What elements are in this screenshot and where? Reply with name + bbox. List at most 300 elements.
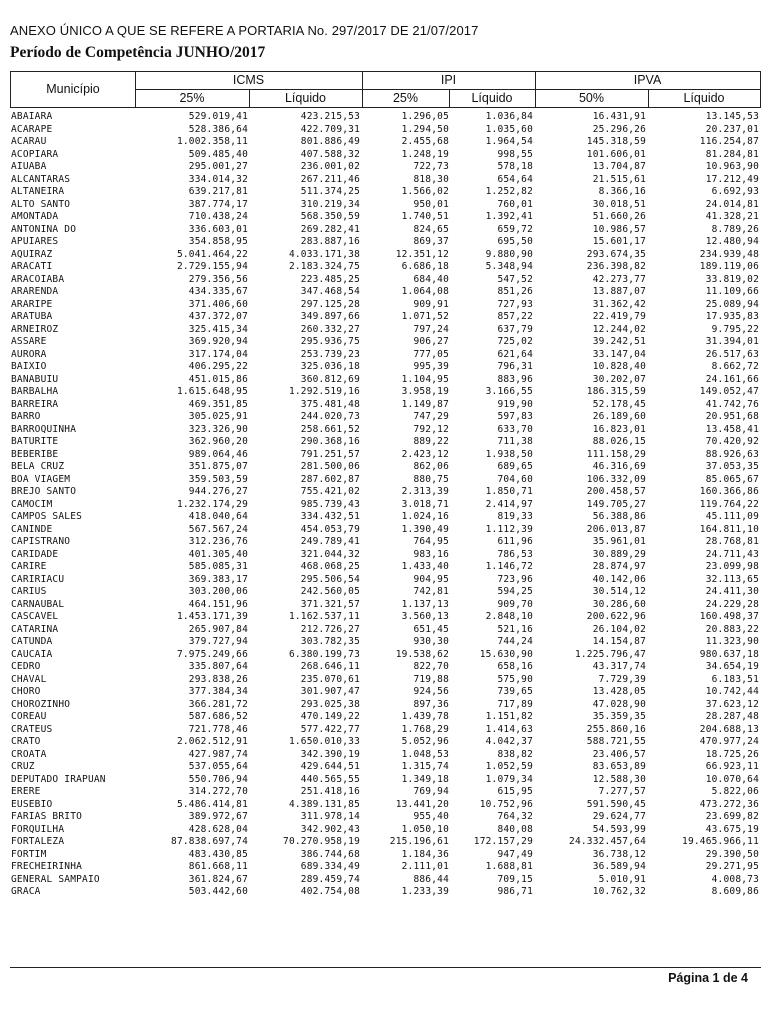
ipi-25-cell: 215.196,61 — [389, 836, 449, 847]
table-row — [0, 874, 770, 887]
ipi-liquido-cell: 659,72 — [497, 223, 533, 235]
ipva-liquido-cell: 6.183,51 — [711, 673, 759, 685]
ipi-25-cell: 722,73 — [413, 161, 449, 172]
municipio-cell: CATUNDA — [11, 636, 53, 647]
municipio-cell: CASCAVEL — [11, 611, 59, 622]
table-row — [0, 574, 770, 587]
municipio-cell: ALTO SANTO — [11, 198, 71, 210]
ipi-liquido-cell: 883,96 — [497, 373, 533, 385]
ipva-liquido-cell: 980.637,18 — [699, 648, 759, 660]
icms-25-cell: 469.351,85 — [188, 398, 248, 410]
ipva-50-cell: 83.653,89 — [592, 761, 646, 772]
ipva-liquido-cell: 18.725,26 — [705, 748, 759, 760]
ipi-liquido-cell: 1.850,71 — [485, 486, 533, 497]
icms-liquido-cell: 325.036,18 — [300, 361, 360, 372]
ipi-liquido-cell: 838,82 — [497, 748, 533, 760]
ipi-25-cell: 995,39 — [413, 361, 449, 372]
table-row — [0, 736, 770, 749]
ipi-25-cell: 2.455,68 — [401, 136, 449, 147]
ipi-liquido-cell: 3.166,55 — [485, 386, 533, 397]
ipva-liquido-cell: 13.145,53 — [705, 111, 759, 122]
ipva-liquido-cell: 160.498,37 — [699, 611, 759, 622]
icms-liquido-cell: 212.726,27 — [300, 623, 360, 635]
ipi-25-cell: 797,24 — [413, 323, 449, 335]
table-row — [0, 224, 770, 237]
ipva-50-cell: 7.729,39 — [598, 673, 646, 685]
ipi-liquido-cell: 1.252,82 — [485, 186, 533, 197]
icms-liquido-cell: 268.646,11 — [300, 661, 360, 672]
ipva-liquido-cell: 70.420,92 — [705, 436, 759, 447]
icms-25-cell: 334.014,32 — [188, 173, 248, 185]
ipi-25-cell: 719,88 — [413, 673, 449, 685]
ipi-liquido-cell: 1.151,82 — [485, 711, 533, 722]
icms-liquido-cell: 342.390,19 — [300, 748, 360, 760]
ipva-50-cell: 14.154,87 — [592, 636, 646, 647]
ipi-liquido-cell: 4.042,37 — [485, 736, 533, 747]
icms-liquido-cell: 407.588,32 — [300, 148, 360, 160]
ipva-liquido-cell: 149.052,47 — [699, 386, 759, 397]
table-row — [0, 249, 770, 262]
subcol-icms-25: 25% — [179, 91, 205, 105]
ipva-liquido-cell: 20.237,01 — [705, 123, 759, 135]
ipi-liquido-cell: 1.052,59 — [485, 761, 533, 772]
ipi-liquido-cell: 1.112,39 — [485, 523, 533, 535]
municipio-cell: ASSARE — [11, 336, 47, 347]
ipva-50-cell: 88.026,15 — [592, 436, 646, 447]
municipio-cell: CRATO — [11, 736, 41, 747]
icms-liquido-cell: 6.380.199,73 — [288, 648, 360, 660]
table-row — [0, 524, 770, 537]
ipva-liquido-cell: 10.070,64 — [705, 773, 759, 785]
municipio-cell: FORTIM — [11, 848, 47, 860]
icms-25-cell: 587.686,52 — [188, 711, 248, 722]
ipva-liquido-cell: 10.742,44 — [705, 686, 759, 697]
ipi-25-cell: 1.184,36 — [401, 848, 449, 860]
ipi-25-cell: 764,95 — [413, 536, 449, 547]
icms-liquido-cell: 297.125,28 — [300, 298, 360, 310]
icms-liquido-cell: 290.368,16 — [300, 436, 360, 447]
icms-25-cell: 317.174,04 — [188, 348, 248, 360]
table-row — [0, 636, 770, 649]
ipi-25-cell: 13.441,20 — [395, 798, 449, 810]
ipi-liquido-cell: 654,64 — [497, 173, 533, 185]
ipva-50-cell: 206.013,87 — [586, 523, 646, 535]
icms-25-cell: 7.975.249,66 — [176, 648, 248, 660]
ipi-25-cell: 1.439,78 — [401, 711, 449, 722]
table-row — [0, 661, 770, 674]
ipva-50-cell: 8.366,16 — [598, 186, 646, 197]
table-row — [0, 474, 770, 487]
icms-25-cell: 567.567,24 — [188, 523, 248, 535]
ipva-liquido-cell: 41.328,21 — [705, 211, 759, 222]
icms-25-cell: 1.615.648,95 — [176, 386, 248, 397]
ipi-liquido-cell: 5.348,94 — [485, 261, 533, 272]
icms-liquido-cell: 347.468,54 — [300, 286, 360, 297]
ipi-liquido-cell: 9.880,90 — [485, 248, 533, 260]
icms-25-cell: 1.453.171,39 — [176, 611, 248, 622]
icms-liquido-cell: 303.782,35 — [300, 636, 360, 647]
ipva-liquido-cell: 17.212,49 — [705, 173, 759, 185]
ipi-liquido-cell: 578,18 — [497, 161, 533, 172]
icms-25-cell: 529.019,41 — [188, 111, 248, 122]
ipva-50-cell: 54.593,99 — [592, 823, 646, 835]
icms-25-cell: 325.415,34 — [188, 323, 248, 335]
municipio-cell: ACARAU — [11, 136, 47, 147]
municipio-cell: ARATUBA — [11, 311, 53, 322]
ipi-liquido-cell: 851,26 — [497, 286, 533, 297]
municipio-cell: AIUABA — [11, 161, 47, 172]
ipi-liquido-cell: 172.157,29 — [473, 836, 533, 847]
table-row — [0, 824, 770, 837]
table-row — [0, 274, 770, 287]
document-title: ANEXO ÚNICO A QUE SE REFERE A PORTARIA No. 297/2017 DE 21/07/2017 — [10, 23, 479, 38]
ipva-50-cell: 106.332,09 — [586, 473, 646, 485]
ipi-liquido-cell: 615,95 — [497, 786, 533, 797]
municipio-cell: ARACOIABA — [11, 273, 65, 285]
ipva-50-cell: 15.601,17 — [592, 236, 646, 247]
ipva-50-cell: 29.624,77 — [592, 811, 646, 822]
ipva-liquido-cell: 32.113,65 — [705, 573, 759, 585]
ipva-liquido-cell: 19.465.966,11 — [682, 836, 759, 847]
icms-liquido-cell: 283.887,16 — [300, 236, 360, 247]
ipi-liquido-cell: 1.938,50 — [485, 448, 533, 460]
icms-25-cell: 293.838,26 — [188, 673, 248, 685]
ipva-liquido-cell: 29.390,50 — [705, 848, 759, 860]
icms-liquido-cell: 1.650.010,33 — [288, 736, 360, 747]
ipva-50-cell: 13.887,07 — [592, 286, 646, 297]
ipi-25-cell: 818,30 — [413, 173, 449, 185]
icms-liquido-cell: 402.754,08 — [300, 886, 360, 897]
ipi-25-cell: 904,95 — [413, 573, 449, 585]
icms-25-cell: 362.960,20 — [188, 436, 248, 447]
table-row — [0, 711, 770, 724]
ipi-liquido-cell: 840,08 — [497, 823, 533, 835]
ipi-liquido-cell: 739,65 — [497, 686, 533, 697]
ipva-50-cell: 13.704,87 — [592, 161, 646, 172]
ipi-liquido-cell: 857,22 — [497, 311, 533, 322]
municipio-cell: CAMOCIM — [11, 498, 53, 510]
table-row — [0, 449, 770, 462]
ipva-50-cell: 186.315,59 — [586, 386, 646, 397]
ipva-50-cell: 35.359,35 — [592, 711, 646, 722]
icms-25-cell: 366.281,72 — [188, 698, 248, 710]
ipva-liquido-cell: 17.935,83 — [705, 311, 759, 322]
icms-25-cell: 1.002.358,11 — [176, 136, 248, 147]
ipva-50-cell: 23.406,57 — [592, 748, 646, 760]
ipva-50-cell: 21.515,61 — [592, 173, 646, 185]
icms-25-cell: 989.064,46 — [188, 448, 248, 460]
table-row — [0, 236, 770, 249]
ipva-50-cell: 200.622,96 — [586, 611, 646, 622]
municipio-cell: BARREIRA — [11, 398, 59, 410]
municipio-cell: BELA CRUZ — [11, 461, 65, 472]
table-row — [0, 761, 770, 774]
municipio-cell: CARIDADE — [11, 548, 59, 560]
ipva-liquido-cell: 9.795,22 — [711, 323, 759, 335]
ipi-25-cell: 862,06 — [413, 461, 449, 472]
ipva-liquido-cell: 24.161,66 — [705, 373, 759, 385]
icms-liquido-cell: 258.661,52 — [300, 423, 360, 435]
icms-liquido-cell: 4.389.131,85 — [288, 798, 360, 810]
ipva-liquido-cell: 33.819,02 — [705, 273, 759, 285]
icms-25-cell: 944.276,27 — [188, 486, 248, 497]
icms-25-cell: 406.295,22 — [188, 361, 248, 372]
municipio-cell: CRUZ — [11, 761, 35, 772]
municipio-cell: ARACATI — [11, 261, 53, 272]
icms-liquido-cell: 360.812,69 — [300, 373, 360, 385]
ipva-50-cell: 145.318,59 — [586, 136, 646, 147]
ipva-liquido-cell: 25.089,94 — [705, 298, 759, 310]
ipi-25-cell: 886,44 — [413, 873, 449, 885]
ipva-liquido-cell: 10.963,90 — [705, 161, 759, 172]
ipi-liquido-cell: 1.964,54 — [485, 136, 533, 147]
municipio-cell: BARRO — [11, 411, 41, 422]
ipi-25-cell: 1.390,49 — [401, 523, 449, 535]
ipva-liquido-cell: 11.109,66 — [705, 286, 759, 297]
municipio-cell: CRATEUS — [11, 723, 53, 735]
ipva-50-cell: 13.428,05 — [592, 686, 646, 697]
ipva-liquido-cell: 12.480,94 — [705, 236, 759, 247]
ipva-50-cell: 47.028,90 — [592, 698, 646, 710]
group-ipi: IPI — [440, 73, 457, 87]
municipio-cell: CARIUS — [11, 586, 47, 597]
table-row — [0, 461, 770, 474]
ipi-25-cell: 3.560,13 — [401, 611, 449, 622]
ipva-50-cell: 149.705,27 — [586, 498, 646, 510]
ipi-liquido-cell: 2.848,10 — [485, 611, 533, 622]
ipva-liquido-cell: 8.662,72 — [711, 361, 759, 372]
ipva-liquido-cell: 189.119,06 — [699, 261, 759, 272]
ipva-liquido-cell: 24.711,43 — [705, 548, 759, 560]
ipva-liquido-cell: 5.822,06 — [711, 786, 759, 797]
icms-25-cell: 351.875,07 — [188, 461, 248, 472]
ipva-liquido-cell: 26.517,63 — [705, 348, 759, 360]
ipva-50-cell: 16.823,01 — [592, 423, 646, 435]
ipva-50-cell: 1.225.796,47 — [574, 648, 646, 660]
ipi-liquido-cell: 611,96 — [497, 536, 533, 547]
ipi-25-cell: 930,30 — [413, 636, 449, 647]
icms-25-cell: 1.232.174,29 — [176, 498, 248, 510]
icms-liquido-cell: 371.321,57 — [300, 598, 360, 610]
table-row — [0, 311, 770, 324]
ipva-50-cell: 30.202,07 — [592, 373, 646, 385]
icms-liquido-cell: 236.001,02 — [300, 161, 360, 172]
icms-25-cell: 377.384,34 — [188, 686, 248, 697]
icms-liquido-cell: 454.053,79 — [300, 523, 360, 535]
municipio-cell: CAMPOS SALES — [11, 511, 83, 522]
ipi-25-cell: 747,29 — [413, 411, 449, 422]
ipi-25-cell: 769,94 — [413, 786, 449, 797]
icms-liquido-cell: 423.215,53 — [300, 111, 360, 122]
table-row — [0, 161, 770, 174]
subcol-icms-liquido: Líquido — [284, 91, 326, 105]
table-row — [0, 536, 770, 549]
ipi-25-cell: 824,65 — [413, 223, 449, 235]
municipio-cell: BREJO SANTO — [11, 486, 77, 497]
ipva-liquido-cell: 66.923,11 — [705, 761, 759, 772]
municipio-cell: ANTONINA DO — [11, 223, 77, 235]
icms-liquido-cell: 310.219,34 — [300, 198, 360, 210]
icms-25-cell: 5.486.414,81 — [176, 798, 248, 810]
ipva-liquido-cell: 28.287,48 — [705, 711, 759, 722]
col-municipio: Município — [46, 82, 100, 96]
icms-liquido-cell: 375.481,48 — [300, 398, 360, 410]
icms-liquido-cell: 4.033.171,38 — [288, 248, 360, 260]
ipi-liquido-cell: 1.079,34 — [485, 773, 533, 785]
ipi-25-cell: 1.048,53 — [401, 748, 449, 760]
icms-liquido-cell: 470.149,22 — [300, 711, 360, 722]
municipio-cell: ARARIPE — [11, 298, 53, 310]
ipva-50-cell: 7.277,57 — [598, 786, 646, 797]
municipio-cell: COREAU — [11, 711, 47, 722]
ipi-liquido-cell: 786,53 — [497, 548, 533, 560]
ipi-25-cell: 1.233,39 — [401, 886, 449, 897]
municipio-cell: CAUCAIA — [11, 648, 53, 660]
ipi-25-cell: 742,81 — [413, 586, 449, 597]
ipva-50-cell: 40.142,06 — [592, 573, 646, 585]
table-row — [0, 386, 770, 399]
ipva-50-cell: 39.242,51 — [592, 336, 646, 347]
municipio-cell: CEDRO — [11, 661, 41, 672]
ipva-50-cell: 52.178,45 — [592, 398, 646, 410]
ipi-25-cell: 3.018,71 — [401, 498, 449, 510]
table-row — [0, 549, 770, 562]
ipva-liquido-cell: 34.654,19 — [705, 661, 759, 672]
ipva-liquido-cell: 473.272,36 — [699, 798, 759, 810]
ipi-liquido-cell: 744,24 — [497, 636, 533, 647]
ipi-liquido-cell: 947,49 — [497, 848, 533, 860]
table-row — [0, 324, 770, 337]
table-row — [0, 186, 770, 199]
ipva-liquido-cell: 81.284,81 — [705, 148, 759, 160]
table-row — [0, 649, 770, 662]
municipio-cell: ALTANEIRA — [11, 186, 65, 197]
ipi-25-cell: 1.104,95 — [401, 373, 449, 385]
icms-liquido-cell: 321.044,32 — [300, 548, 360, 560]
ipi-liquido-cell: 633,70 — [497, 423, 533, 435]
group-icms: ICMS — [232, 73, 265, 87]
ipva-50-cell: 51.660,26 — [592, 211, 646, 222]
icms-25-cell: 710.438,24 — [188, 211, 248, 222]
icms-25-cell: 359.503,59 — [188, 473, 248, 485]
table-row — [0, 749, 770, 762]
icms-liquido-cell: 260.332,27 — [300, 323, 360, 335]
ipva-50-cell: 12.244,02 — [592, 323, 646, 335]
ipva-liquido-cell: 24.014,81 — [705, 198, 759, 210]
ipi-liquido-cell: 547,52 — [497, 273, 533, 285]
icms-liquido-cell: 70.270.958,19 — [283, 836, 360, 847]
ipi-25-cell: 897,36 — [413, 698, 449, 710]
icms-25-cell: 369.920,94 — [188, 336, 248, 347]
icms-25-cell: 721.778,46 — [188, 723, 248, 735]
ipi-25-cell: 2.313,39 — [401, 486, 449, 497]
ipva-liquido-cell: 20.951,68 — [705, 411, 759, 422]
ipi-liquido-cell: 760,01 — [497, 198, 533, 210]
ipi-liquido-cell: 1.688,81 — [485, 861, 533, 872]
ipva-50-cell: 56.388,86 — [592, 511, 646, 522]
icms-25-cell: 434.335,67 — [188, 286, 248, 297]
ipi-25-cell: 12.351,12 — [395, 248, 449, 260]
municipio-cell: BARROQUINHA — [11, 423, 77, 435]
ipva-50-cell: 35.961,01 — [592, 536, 646, 547]
icms-liquido-cell: 311.978,14 — [300, 811, 360, 822]
ipi-25-cell: 1.050,10 — [401, 823, 449, 835]
table-row — [0, 686, 770, 699]
ipva-liquido-cell: 164.811,10 — [699, 523, 759, 535]
icms-25-cell: 336.603,01 — [188, 223, 248, 235]
municipio-cell: BAIXIO — [11, 361, 47, 372]
ipi-25-cell: 1.296,05 — [401, 111, 449, 122]
ipva-liquido-cell: 41.742,76 — [705, 398, 759, 410]
ipva-50-cell: 255.860,16 — [586, 723, 646, 735]
icms-liquido-cell: 287.602,87 — [300, 473, 360, 485]
ipi-liquido-cell: 1.146,72 — [485, 561, 533, 572]
ipva-50-cell: 591.590,45 — [586, 798, 646, 810]
ipi-25-cell: 1.349,18 — [401, 773, 449, 785]
ipva-50-cell: 25.296,26 — [592, 123, 646, 135]
ipva-50-cell: 30.514,12 — [592, 586, 646, 597]
municipio-cell: BOA VIAGEM — [11, 473, 71, 485]
ipva-liquido-cell: 24.229,28 — [705, 598, 759, 610]
icms-liquido-cell: 755.421,02 — [300, 486, 360, 497]
ipva-liquido-cell: 24.411,30 — [705, 586, 759, 597]
icms-25-cell: 387.774,17 — [188, 198, 248, 210]
ipi-liquido-cell: 711,38 — [497, 436, 533, 447]
ipi-25-cell: 6.686,18 — [401, 261, 449, 272]
table-row — [0, 849, 770, 862]
ipi-liquido-cell: 1.036,84 — [485, 111, 533, 122]
ipi-liquido-cell: 723,96 — [497, 573, 533, 585]
ipva-50-cell: 46.316,69 — [592, 461, 646, 472]
municipio-cell: CARIRIACU — [11, 573, 65, 585]
ipi-25-cell: 1.248,19 — [401, 148, 449, 160]
municipio-cell: AURORA — [11, 348, 47, 360]
ipi-25-cell: 1.149,87 — [401, 398, 449, 410]
ipva-liquido-cell: 23.099,98 — [705, 561, 759, 572]
municipio-cell: CROATA — [11, 748, 47, 760]
ipi-25-cell: 792,12 — [413, 423, 449, 435]
table-row — [0, 886, 770, 899]
icms-25-cell: 528.386,64 — [188, 123, 248, 135]
municipio-cell: APUIARES — [11, 236, 59, 247]
ipi-25-cell: 684,40 — [413, 273, 449, 285]
table-row — [0, 836, 770, 849]
subcol-ipi-liquido: Líquido — [471, 91, 513, 105]
municipio-cell: CAPISTRANO — [11, 536, 71, 547]
table-row — [0, 174, 770, 187]
table-row — [0, 299, 770, 312]
ipva-liquido-cell: 37.053,35 — [705, 461, 759, 472]
icms-liquido-cell: 242.560,05 — [300, 586, 360, 597]
municipio-cell: ACOPIARA — [11, 148, 59, 160]
table-row — [0, 399, 770, 412]
ipi-liquido-cell: 1.414,63 — [485, 723, 533, 735]
ipva-50-cell: 10.762,32 — [592, 886, 646, 897]
table-row — [0, 486, 770, 499]
ipva-50-cell: 42.273,77 — [592, 273, 646, 285]
icms-25-cell: 369.383,17 — [188, 573, 248, 585]
icms-25-cell: 2.062.512,91 — [176, 736, 248, 747]
municipio-cell: BARBALHA — [11, 386, 59, 397]
ipva-liquido-cell: 470.977,24 — [699, 736, 759, 747]
page-number: Página 1 de 4 — [668, 971, 748, 985]
municipio-cell: AMONTADA — [11, 211, 59, 222]
table-row — [0, 199, 770, 212]
icms-25-cell: 371.406,60 — [188, 298, 248, 310]
ipi-liquido-cell: 597,83 — [497, 411, 533, 422]
ipi-liquido-cell: 15.630,90 — [479, 648, 533, 660]
ipva-liquido-cell: 116.254,87 — [699, 136, 759, 147]
